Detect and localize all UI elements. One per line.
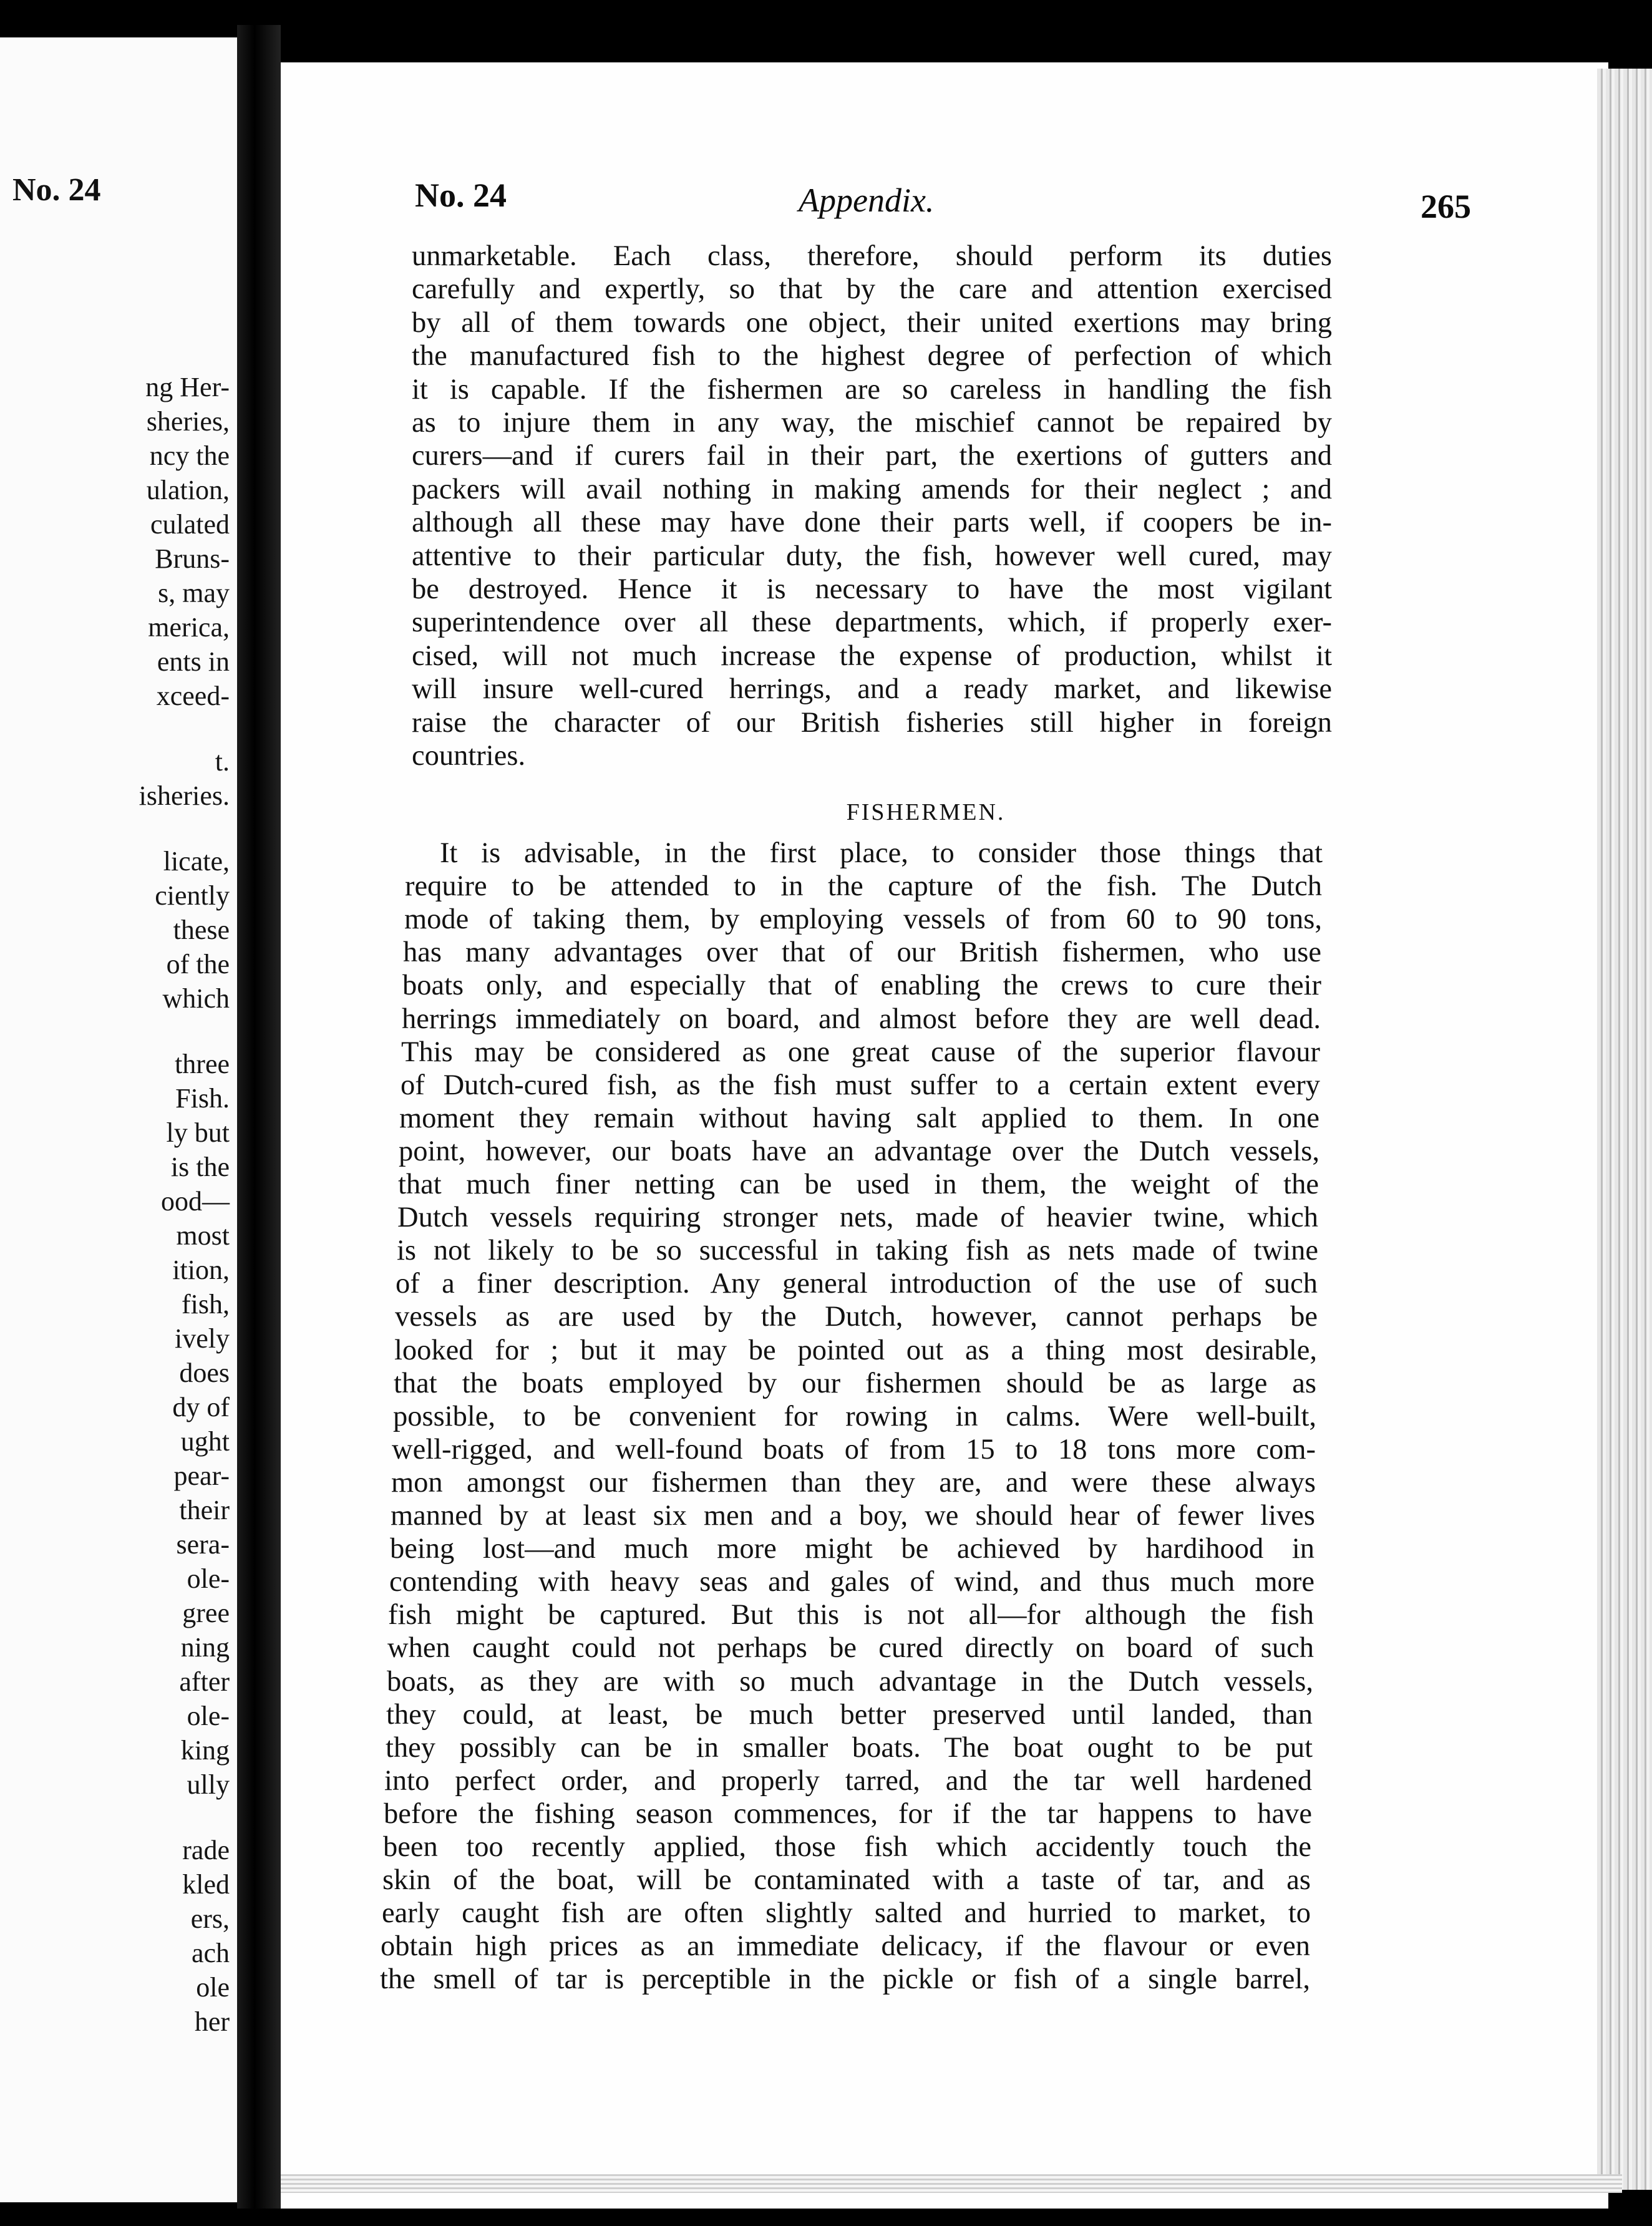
left-page-line: isheries.	[138, 780, 230, 811]
left-page-line: merica,	[148, 612, 230, 643]
text-line: This may be considered as one great cause of the superior flavour	[401, 1036, 1320, 1068]
text-line: is not likely to be so successful in taking fish as nets made of twine	[397, 1235, 1318, 1267]
left-page-line: ively	[175, 1323, 230, 1354]
left-page-line: fish,	[182, 1289, 230, 1320]
text-line: carefully and expertly, so that by the care and attention exercised	[412, 273, 1332, 306]
left-page-line: ully	[187, 1769, 230, 1800]
left-page-line: kled	[182, 1869, 230, 1900]
left-page-line: ciently	[155, 880, 230, 911]
text-line: when caught could not perhaps be cured directly on board of such	[387, 1632, 1314, 1665]
left-page-line: does	[179, 1358, 230, 1388]
left-page-line: ition,	[172, 1255, 230, 1285]
text-line: that the boats employed by our fishermen should be as large as	[394, 1367, 1316, 1399]
page-edge-stack	[1597, 69, 1652, 2190]
text-line: curers—and if curers fail in their part, the exertions of gutters and	[412, 440, 1332, 472]
left-page-line: ers,	[190, 1903, 230, 1934]
text-line: attentive to their particular duty, the fish, however well cured, may	[412, 540, 1332, 572]
text-line: raise the character of our British fisheries still higher in foreign	[412, 706, 1332, 739]
left-page-line: after	[179, 1666, 230, 1697]
left-page-line: ole-	[187, 1701, 230, 1731]
text-line: packers will avail nothing in making amends for their neglect ; and	[412, 473, 1332, 505]
text-line: as to injure them in any way, the mischief cannot be repaired by	[412, 407, 1332, 439]
text-line: before the fishing season commences, for if the tar happens to have	[384, 1797, 1312, 1830]
left-page-fragment	[0, 37, 237, 2202]
left-page-line: dy of	[172, 1392, 230, 1422]
text-line: fish might be captured. But this is not all—for although the fish	[388, 1599, 1314, 1631]
left-page-line: ole	[196, 1972, 230, 2003]
main-page	[281, 62, 1608, 2209]
text-line: that much finer netting can be used in them, the weight of the	[398, 1169, 1319, 1200]
text-line: vessels as are used by the Dutch, however, cannot perhaps be	[395, 1301, 1318, 1333]
left-page-line: her	[194, 2006, 230, 2037]
text-line: be destroyed. Hence it is necessary to have the most vigilant	[412, 573, 1332, 605]
left-page-line: ach	[191, 1938, 230, 1968]
left-page-line: gree	[182, 1598, 230, 1628]
left-page-line: ood—	[161, 1186, 230, 1217]
left-page-line: ents in	[157, 646, 230, 677]
left-page-line: these	[173, 915, 230, 945]
text-line: it is capable. If the fishermen are so careless in handling the fish	[412, 373, 1332, 406]
text-line: possible, to be convenient for rowing in calms. Were well-built,	[393, 1400, 1316, 1432]
left-page-line: which	[162, 983, 230, 1014]
book-gutter	[237, 25, 281, 2209]
text-line: of a finer description. Any general introduction of the use of such	[396, 1268, 1318, 1300]
text-line: It is advisable, in the first place, to consider those things that	[440, 837, 1323, 869]
text-line: Dutch vessels requiring stronger nets, made of heavier twine, which	[397, 1202, 1318, 1234]
left-page-line: ole-	[187, 1563, 230, 1594]
left-page-line: ning	[180, 1632, 230, 1663]
text-line: herrings immediately on board, and almost before they are well dead.	[402, 1003, 1321, 1035]
left-page-line: Fish.	[175, 1083, 230, 1114]
text-line: of Dutch-cured fish, as the fish must suffer to a certain extent every	[401, 1069, 1320, 1101]
left-page-line: ulation,	[146, 475, 230, 505]
text-line: skin of the boat, will be contaminated with a taste of tar, and as	[382, 1864, 1311, 1897]
text-line: the manufactured fish to the highest degree of perfection of which	[412, 340, 1332, 372]
left-page-line: culated	[150, 509, 230, 540]
left-page-line: sheries,	[146, 406, 230, 437]
text-line: into perfect order, and properly tarred, and the tar well hardened	[384, 1764, 1312, 1797]
text-line: they could, at least, be much better preserved until landed, than	[386, 1698, 1313, 1731]
left-page-line: licate,	[163, 846, 230, 877]
left-page-line: most	[176, 1220, 230, 1251]
left-page-line: their	[179, 1495, 230, 1525]
text-line: well-rigged, and well-found boats of from 15 to 18 tons more com-	[392, 1433, 1316, 1465]
text-line: contending with heavy seas and gales of wind, and thus much more	[389, 1566, 1314, 1598]
text-line: require to be attended to in the capture of the fish. The Dutch	[405, 870, 1322, 903]
running-head-number: No. 24	[415, 177, 507, 214]
text-line: boats, as they are with so much advantage in the Dutch vessels,	[387, 1665, 1313, 1698]
left-page-line: t.	[215, 746, 230, 777]
text-line: boats only, and especially that of enabling the crews to cure their	[402, 970, 1321, 1002]
running-head-title: Appendix.	[799, 182, 935, 219]
left-page-line: ncy the	[149, 440, 230, 471]
text-line: cised, will not much increase the expense of production, whilst it	[412, 639, 1332, 672]
left-page-line: of the	[166, 949, 230, 979]
left-page-line: three	[175, 1049, 230, 1079]
text-line: early caught fish are often slightly salted and hurried to market, to	[382, 1897, 1311, 1930]
left-page-line: pear-	[173, 1461, 230, 1491]
text-line: they possibly can be in smaller boats. The boat ought to be put	[386, 1731, 1313, 1764]
section-heading: FISHERMEN.	[846, 799, 1006, 825]
text-line: superintendence over all these departments, which, if properly exer-	[412, 606, 1332, 639]
text-line: mode of taking them, by employing vessels of from 60 to 90 tons,	[404, 903, 1322, 936]
page-number: 265	[1421, 188, 1471, 225]
text-line: countries.	[412, 740, 526, 772]
left-page-line: is the	[170, 1152, 230, 1182]
left-page-line: xceed-	[156, 681, 230, 711]
left-page-line: ly but	[166, 1117, 230, 1148]
text-line: the smell of tar is perceptible in the pickle or fish of a single barrel,	[380, 1963, 1310, 1996]
text-line: unmarketable. Each class, therefore, should perform its duties	[412, 240, 1332, 272]
text-line: being lost—and much more might be achieved by hardihood in	[390, 1533, 1314, 1565]
text-line: point, however, our boats have an advantage over the Dutch vessels,	[399, 1135, 1319, 1167]
left-page-line: s, may	[158, 578, 230, 608]
text-line: by all of them towards one object, their united exertions may bring	[412, 306, 1332, 339]
left-page-line: ught	[180, 1426, 230, 1457]
left-page-line: rade	[182, 1835, 230, 1865]
text-line: will insure well-cured herrings, and a ready market, and likewise	[412, 673, 1332, 706]
text-line: looked for ; but it may be pointed out as a thing most desirable,	[394, 1334, 1317, 1366]
text-line: obtain high prices as an immediate delicacy, if the flavour or even	[381, 1930, 1310, 1963]
text-line: has many advantages over that of our British fishermen, who use	[403, 936, 1321, 969]
left-page-line: Bruns-	[155, 543, 230, 574]
left-page-header: No. 24	[12, 172, 101, 208]
text-line: mon amongst our fishermen than they are, and were these always	[391, 1466, 1316, 1499]
left-page-line: ng Her-	[145, 372, 230, 402]
text-line: moment they remain without having salt applied to them. In one	[399, 1102, 1319, 1134]
left-page-line: sera-	[176, 1529, 230, 1560]
text-line: manned by at least six men and a boy, we should hear of fewer lives	[391, 1500, 1315, 1532]
left-page-line: king	[180, 1735, 230, 1766]
text-line: although all these may have done their parts well, if coopers be in-	[412, 507, 1332, 539]
page-bottom-edge	[281, 2174, 1622, 2193]
text-line: been too recently applied, those fish which accidently touch the	[383, 1831, 1311, 1863]
